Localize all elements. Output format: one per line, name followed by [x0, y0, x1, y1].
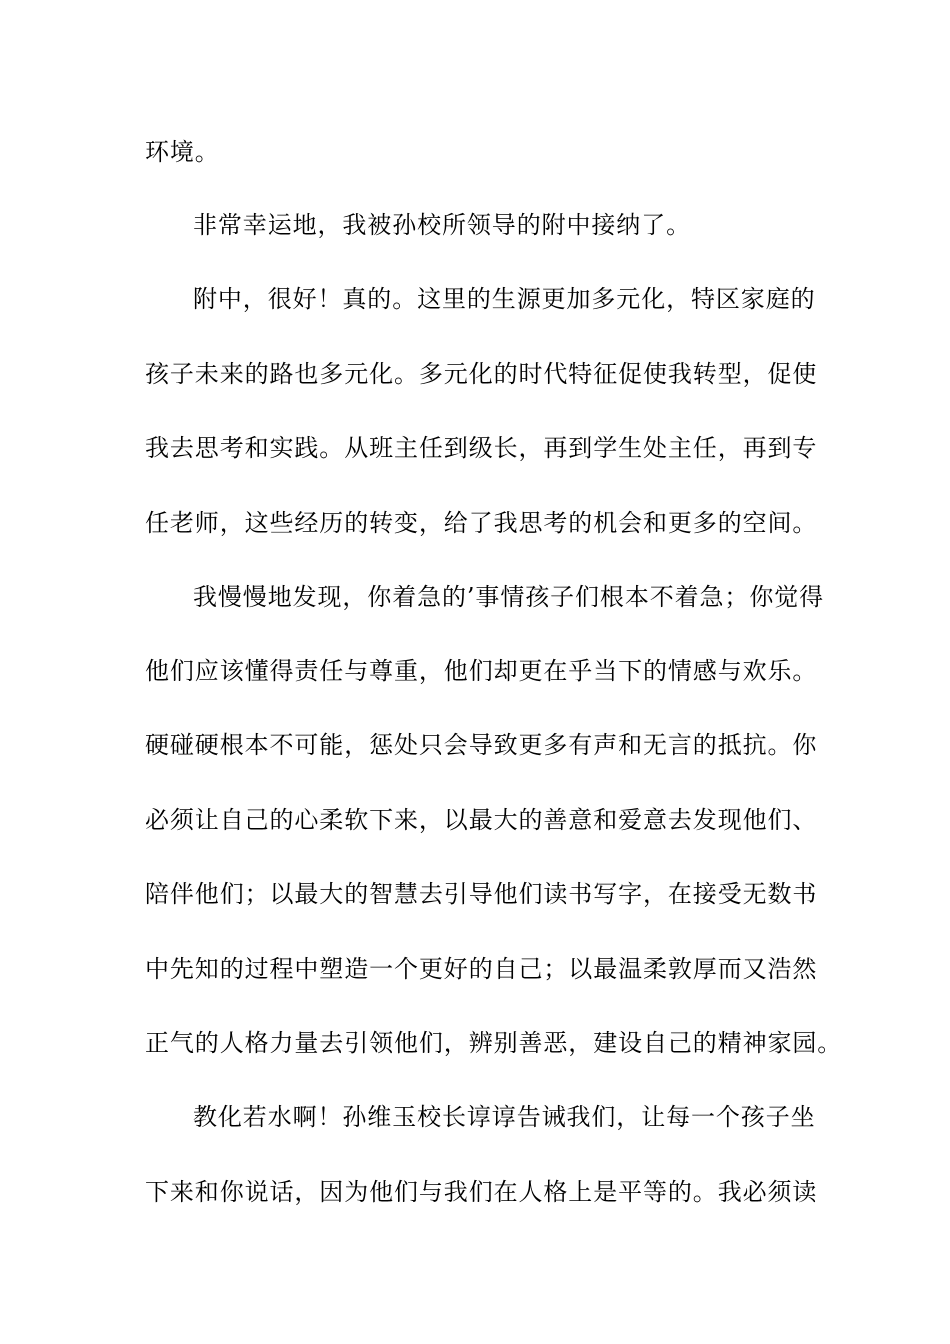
text-line: 陪伴他们；以最大的智慧去引导他们读书写字，在接受无数书 — [145, 880, 818, 908]
paragraph-first-line: 附中，很好！真的。这里的生源更加多元化，特区家庭的 — [193, 285, 816, 313]
text-line: 必须让自己的心柔软下来，以最大的善意和爱意去发现他们、 — [145, 806, 818, 834]
text-line: 孩子未来的路也多元化。多元化的时代特征促使我转型，促使 — [145, 360, 818, 388]
paragraph-first-line: 非常幸运地，我被孙校所领导的附中接纳了。 — [193, 211, 691, 239]
text-line: 正气的人格力量去引领他们，辨别善恶，建设自己的精神家园。 — [145, 1029, 843, 1057]
text-line: 下来和你说话，因为他们与我们在人格上是平等的。我必须读 — [145, 1178, 818, 1206]
text-line: 硬碰硬根本不可能，惩处只会导致更多有声和无言的抵抗。你 — [145, 731, 818, 759]
text-line: 我去思考和实践。从班主任到级长，再到学生处主任，再到专 — [145, 434, 818, 462]
text-line: 任老师，这些经历的转变，给了我思考的机会和更多的空间。 — [145, 509, 818, 537]
text-line: 环境。 — [145, 138, 220, 166]
paragraph-first-line: 教化若水啊！孙维玉校长谆谆告诫我们，让每一个孩子坐 — [193, 1103, 816, 1131]
text-line: 他们应该懂得责任与尊重，他们却更在乎当下的情感与欢乐。 — [145, 657, 818, 685]
text-line: 中先知的过程中塑造一个更好的自己；以最温柔敦厚而又浩然 — [145, 955, 818, 983]
paragraph-first-line: 我慢慢地发现，你着急的’事情孩子们根本不着急；你觉得 — [193, 583, 825, 611]
